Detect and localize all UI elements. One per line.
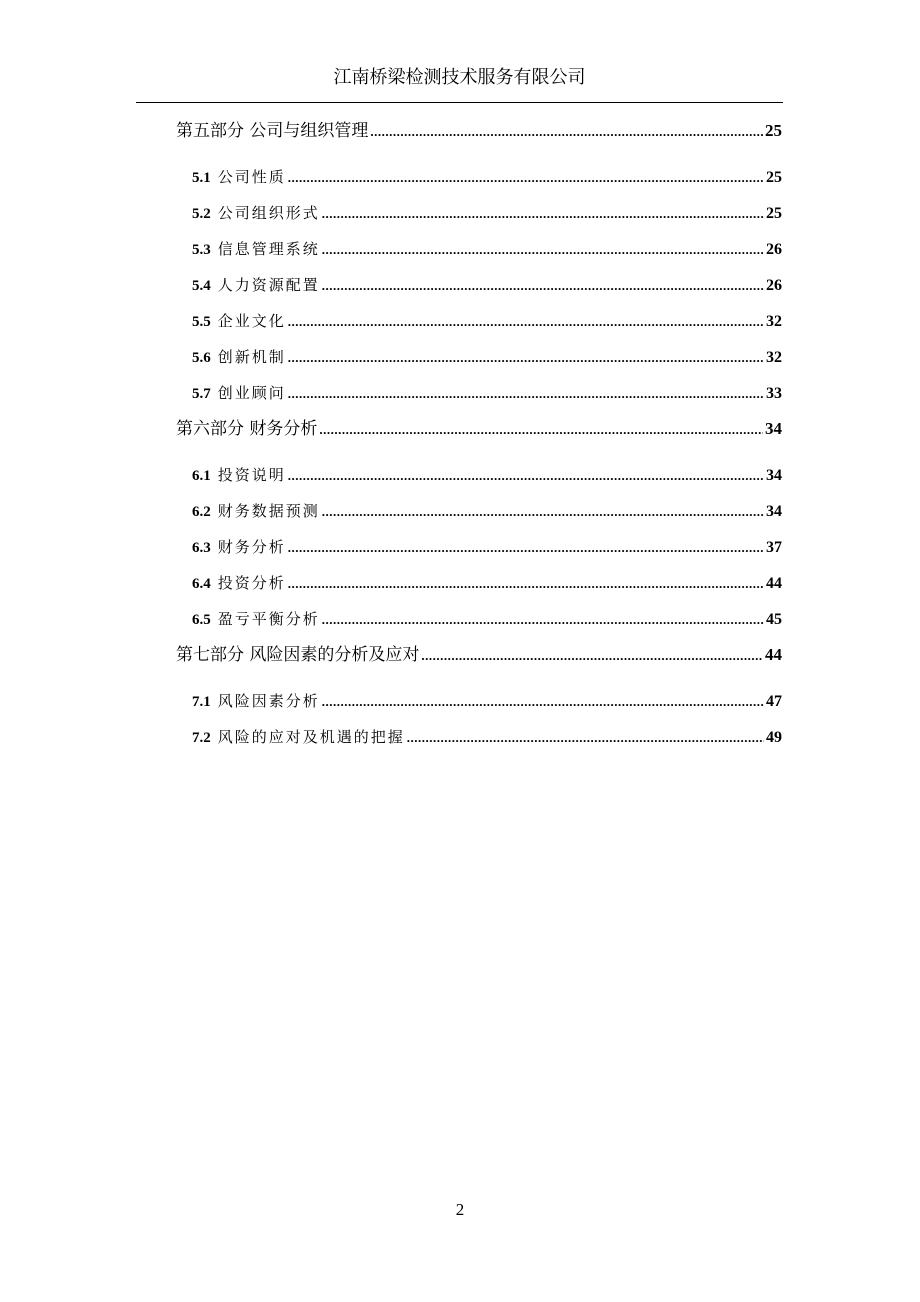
toc-entry-title: 创新机制: [217, 348, 286, 366]
toc-part-entry[interactable]: [176, 411, 782, 457]
toc-dot-leader: [288, 304, 764, 340]
toc-entry-title: 投资说明: [217, 466, 286, 484]
toc-entry-page: 26: [766, 277, 782, 294]
toc-part-entry[interactable]: [176, 637, 782, 683]
toc-entry-number: 5.7: [192, 386, 211, 402]
toc-entry-title: 第五部分 公司与组织管理: [176, 121, 369, 141]
toc-entry-page: 26: [766, 241, 782, 258]
toc-entry-number: 5.2: [192, 206, 211, 222]
toc-entry-number: 6.2: [192, 504, 211, 520]
toc-entry-page: 33: [766, 385, 782, 402]
header-rule: [136, 102, 783, 103]
toc-entry-title: 信息管理系统: [217, 240, 320, 258]
toc-dot-leader: [322, 268, 764, 304]
toc-section-entry[interactable]: [176, 601, 782, 637]
toc-entry-page: 34: [765, 419, 782, 438]
toc-entry-title: 人力资源配置: [217, 276, 320, 294]
toc-entry-page: 45: [766, 611, 782, 628]
toc-section-entry[interactable]: [176, 529, 782, 565]
toc-entry-page: 44: [765, 645, 782, 664]
toc-entry-page: 25: [766, 169, 782, 186]
toc-dot-leader: [288, 376, 764, 412]
toc-dot-leader: [288, 458, 764, 494]
toc-entry-page: 49: [766, 729, 782, 746]
toc-entry-title: 企业文化: [217, 312, 286, 330]
toc-entry-number: 6.1: [192, 468, 211, 484]
toc-entry-number: 6.3: [192, 540, 211, 556]
toc-section-entry[interactable]: [176, 159, 782, 195]
toc-section-entry[interactable]: [176, 457, 782, 493]
toc-entry-number: 5.6: [192, 350, 211, 366]
toc-section-entry[interactable]: [176, 195, 782, 231]
toc-section-entry[interactable]: [176, 493, 782, 529]
toc-dot-leader: [288, 530, 764, 566]
toc-dot-leader: [288, 566, 764, 602]
toc-entry-page: 47: [766, 693, 782, 710]
toc-entry-page: 34: [766, 467, 782, 484]
toc-entry-page: 37: [766, 539, 782, 556]
running-header: 江南桥梁检测技术服务有限公司: [333, 67, 586, 88]
toc-dot-leader: [319, 412, 763, 448]
toc-entry-page: 25: [766, 205, 782, 222]
toc-entry-number: 5.3: [192, 242, 211, 258]
toc-entry-title: 财务分析: [217, 538, 286, 556]
toc-entry-title: 风险的应对及机遇的把握: [217, 728, 405, 746]
toc-entry-page: 32: [766, 349, 782, 366]
toc-dot-leader: [288, 160, 764, 196]
toc-entry-number: 6.4: [192, 576, 211, 592]
toc-entry-number: 7.1: [192, 694, 211, 710]
toc-dot-leader: [322, 494, 764, 530]
toc-dot-leader: [322, 196, 764, 232]
toc-section-entry[interactable]: [176, 375, 782, 411]
toc-entry-page: 44: [766, 575, 782, 592]
toc-entry-title: 创业顾问: [217, 384, 286, 402]
toc-entry-number: 6.5: [192, 612, 211, 628]
toc-entry-page: 34: [766, 503, 782, 520]
toc-entry-number: 5.5: [192, 314, 211, 330]
toc-section-entry[interactable]: [176, 231, 782, 267]
toc-entry-title: 财务数据预测: [217, 502, 320, 520]
toc-section-entry[interactable]: [176, 267, 782, 303]
toc-entry-page: 32: [766, 313, 782, 330]
toc-dot-leader: [322, 602, 764, 638]
toc-dot-leader: [421, 638, 763, 674]
toc-entry-number: 5.4: [192, 278, 211, 294]
toc-dot-leader: [322, 232, 764, 268]
toc-dot-leader: [370, 114, 763, 150]
toc-section-entry[interactable]: [176, 683, 782, 719]
table-of-contents: [176, 113, 782, 755]
toc-entry-title: 投资分析: [217, 574, 286, 592]
page-number: 2: [455, 1200, 465, 1219]
toc-section-entry[interactable]: [176, 719, 782, 755]
toc-section-entry[interactable]: [176, 303, 782, 339]
toc-part-entry[interactable]: [176, 113, 782, 159]
toc-dot-leader: [288, 340, 764, 376]
toc-entry-title: 公司组织形式: [217, 204, 320, 222]
toc-entry-title: 风险因素分析: [217, 692, 320, 710]
toc-section-entry[interactable]: [176, 565, 782, 601]
toc-entry-title: 第七部分 风险因素的分析及应对: [176, 645, 420, 665]
toc-dot-leader: [322, 684, 764, 720]
toc-entry-number: 7.2: [192, 730, 211, 746]
toc-entry-page: 25: [765, 121, 782, 140]
toc-entry-number: 5.1: [192, 170, 211, 186]
toc-dot-leader: [407, 720, 764, 756]
toc-entry-title: 公司性质: [217, 168, 286, 186]
toc-section-entry[interactable]: [176, 339, 782, 375]
toc-entry-title: 盈亏平衡分析: [217, 610, 320, 628]
toc-entry-title: 第六部分 财务分析: [176, 419, 318, 439]
